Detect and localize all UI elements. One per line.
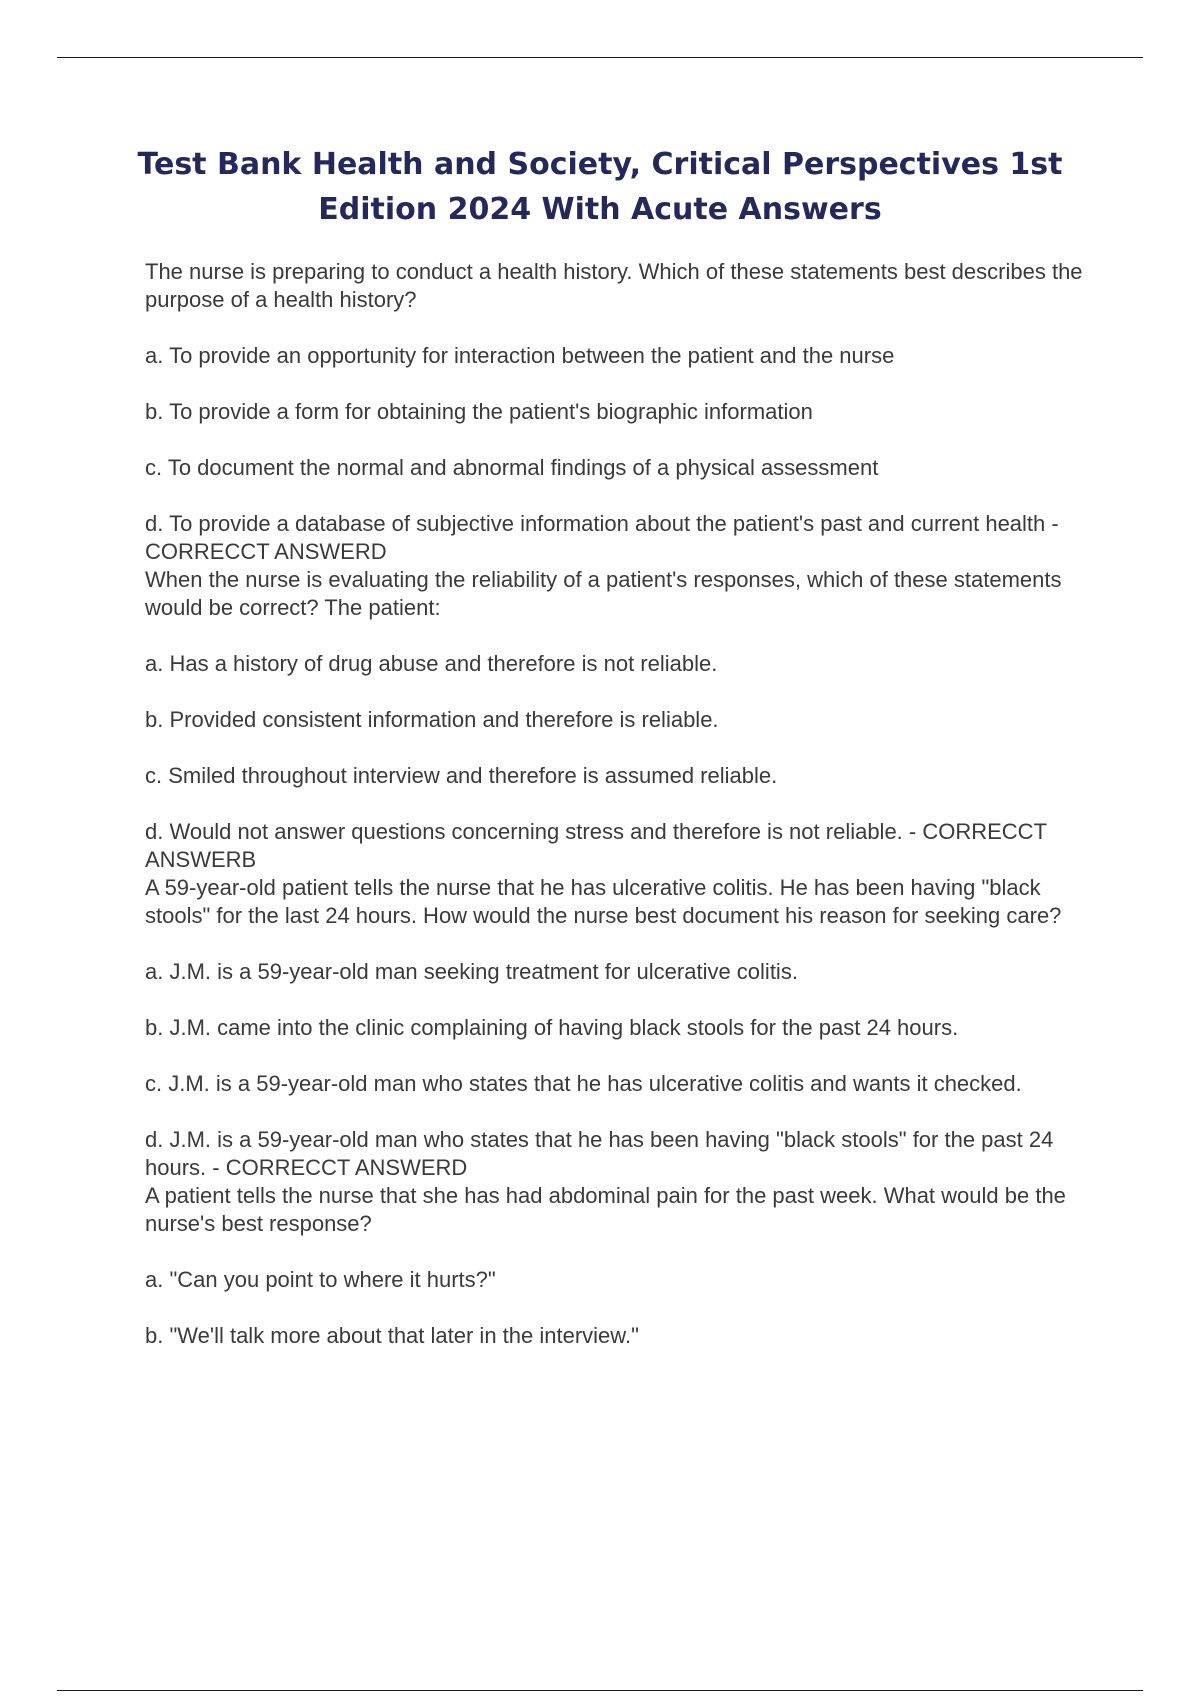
answer-option: b. J.M. came into the clinic complaining of having black stools for the past 24 hours. <box>145 1015 959 1040</box>
answer-option: a. "Can you point to where it hurts?" <box>145 1267 496 1292</box>
answer-option: c. To document the normal and abnormal findings of a physical assessment <box>145 455 879 480</box>
answer-option: c. Smiled throughout interview and therefore is assumed reliable. <box>145 763 778 788</box>
answer-option: c. J.M. is a 59-year-old man who states that he has ulcerative colitis and wants it checked. <box>145 1071 1022 1096</box>
title-line-1: Test Bank Health and Society, Critical Perspectives 1st <box>137 147 1063 182</box>
footer-rule <box>57 1690 1143 1691</box>
answer-option-correct: d. To provide a database of subjective information about the patient's past and current health - CORRECCT ANSWERD <box>145 511 1059 564</box>
header-rule <box>57 57 1143 58</box>
question-stem: The nurse is preparing to conduct a health history. Which of these statements best describes the purpose of a health history? <box>145 259 1083 312</box>
document-title <box>120 142 1080 232</box>
question-list <box>145 258 1095 1350</box>
answer-option: b. To provide a form for obtaining the patient's biographic information <box>145 399 813 424</box>
answer-option: a. J.M. is a 59-year-old man seeking treatment for ulcerative colitis. <box>145 959 798 984</box>
answer-option-correct: d. J.M. is a 59-year-old man who states that he has been having "black stools" for the past 24 hours. - CORRECCT ANSWERD <box>145 1127 1054 1180</box>
title-line-2: Edition 2024 With Acute Answers <box>318 192 882 227</box>
answer-option: b. Provided consistent information and therefore is reliable. <box>145 707 719 732</box>
answer-option: b. "We'll talk more about that later in the interview." <box>145 1323 639 1348</box>
answer-option: a. Has a history of drug abuse and therefore is not reliable. <box>145 651 718 676</box>
question-stem: A patient tells the nurse that she has had abdominal pain for the past week. What would be the nurse's best response? <box>145 1183 1066 1236</box>
question-stem: When the nurse is evaluating the reliability of a patient's responses, which of these statements would be correct? The patient: <box>145 567 1062 620</box>
answer-option-correct: d. Would not answer questions concerning stress and therefore is not reliable. - CORRECCT ANSWERB <box>145 819 1047 872</box>
answer-option: a. To provide an opportunity for interaction between the patient and the nurse <box>145 343 895 368</box>
question-stem: A 59-year-old patient tells the nurse that he has ulcerative colitis. He has been having "black stools" for the last 24 hours. How would the nurse best document his reason for seeking care? <box>145 875 1062 928</box>
